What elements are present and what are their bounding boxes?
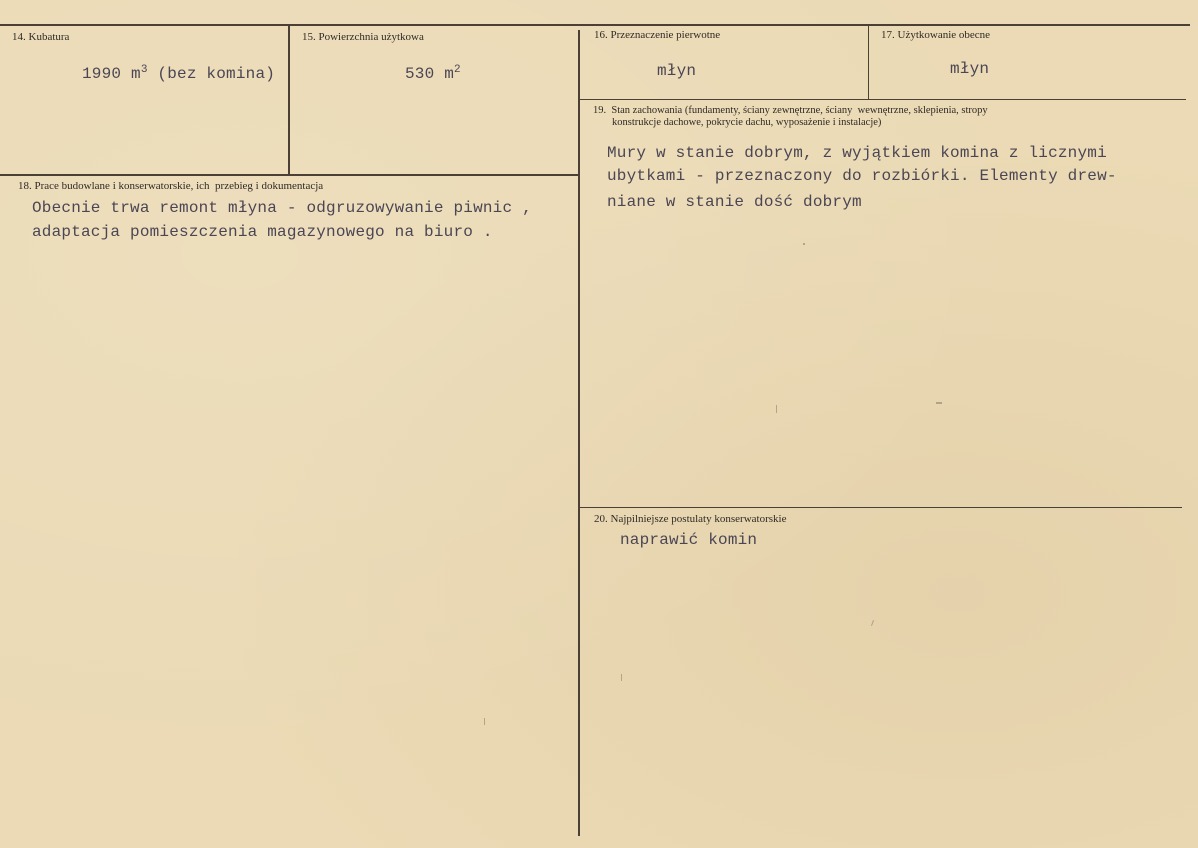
value-przeznaczenie: młyn — [657, 62, 697, 80]
label-stan-zachowania-1: 19. Stan zachowania (fundamenty, ściany zewnętrzne, ściany wewnętrzne, sklepienia, stropy — [593, 105, 988, 116]
top-rule — [0, 24, 1190, 26]
divider-16-17 — [868, 25, 869, 99]
paper-speck — [776, 405, 777, 413]
powierzchnia-exponent: 2 — [454, 64, 461, 76]
label-prace-budowlane: 18. Prace budowlane i konserwatorskie, ich przebieg i dokumentacja — [18, 180, 324, 192]
kubatura-number: 1990 m — [82, 65, 141, 83]
rule-under-14-15 — [0, 174, 580, 176]
value-kubatura — [82, 62, 275, 86]
paper-speck — [621, 674, 622, 681]
rule-above-20 — [580, 507, 1182, 508]
value-postulaty: naprawić komin — [620, 531, 758, 549]
label-przeznaczenie: 16. Przeznaczenie pierwotne — [594, 29, 721, 41]
paper-speck — [871, 620, 874, 626]
label-postulaty: 20. Najpilniejsze postulaty konserwatorskie — [594, 513, 787, 525]
paper-speck — [936, 402, 942, 404]
prace-line-1: Obecnie trwa remont młyna - odgruzowywanie piwnic , — [32, 199, 532, 217]
center-divider — [578, 30, 580, 836]
stan-line-1: Mury w stanie dobrym, z wyjątkiem komina z licznymi — [607, 144, 1107, 162]
prace-line-2: adaptacja pomieszczenia magazynowego na biuro . — [32, 223, 493, 241]
rule-under-16-17 — [580, 99, 1186, 100]
label-uzytkowanie: 17. Użytkowanie obecne — [881, 29, 991, 41]
paper-speck — [803, 243, 805, 245]
stan-line-2: ubytkami - przeznaczony do rozbiórki. Elementy drew- — [607, 167, 1117, 185]
paper-speck — [484, 718, 485, 725]
label-powierzchnia: 15. Powierzchnia użytkowa — [302, 31, 424, 43]
stan-line-3: niane w stanie dość dobrym — [607, 193, 862, 211]
label-stan-zachowania-2: konstrukcje dachowe, pokrycie dachu, wyposażenie i instalacje) — [612, 117, 882, 128]
label-kubatura: 14. Kubatura — [12, 31, 70, 43]
powierzchnia-number: 530 m — [405, 65, 455, 83]
kubatura-suffix: (bez komina) — [147, 65, 276, 83]
value-powierzchnia — [405, 62, 461, 86]
value-uzytkowanie: młyn — [950, 60, 990, 78]
kubatura-exponent: 3 — [140, 64, 148, 76]
divider-14-15 — [288, 25, 290, 175]
